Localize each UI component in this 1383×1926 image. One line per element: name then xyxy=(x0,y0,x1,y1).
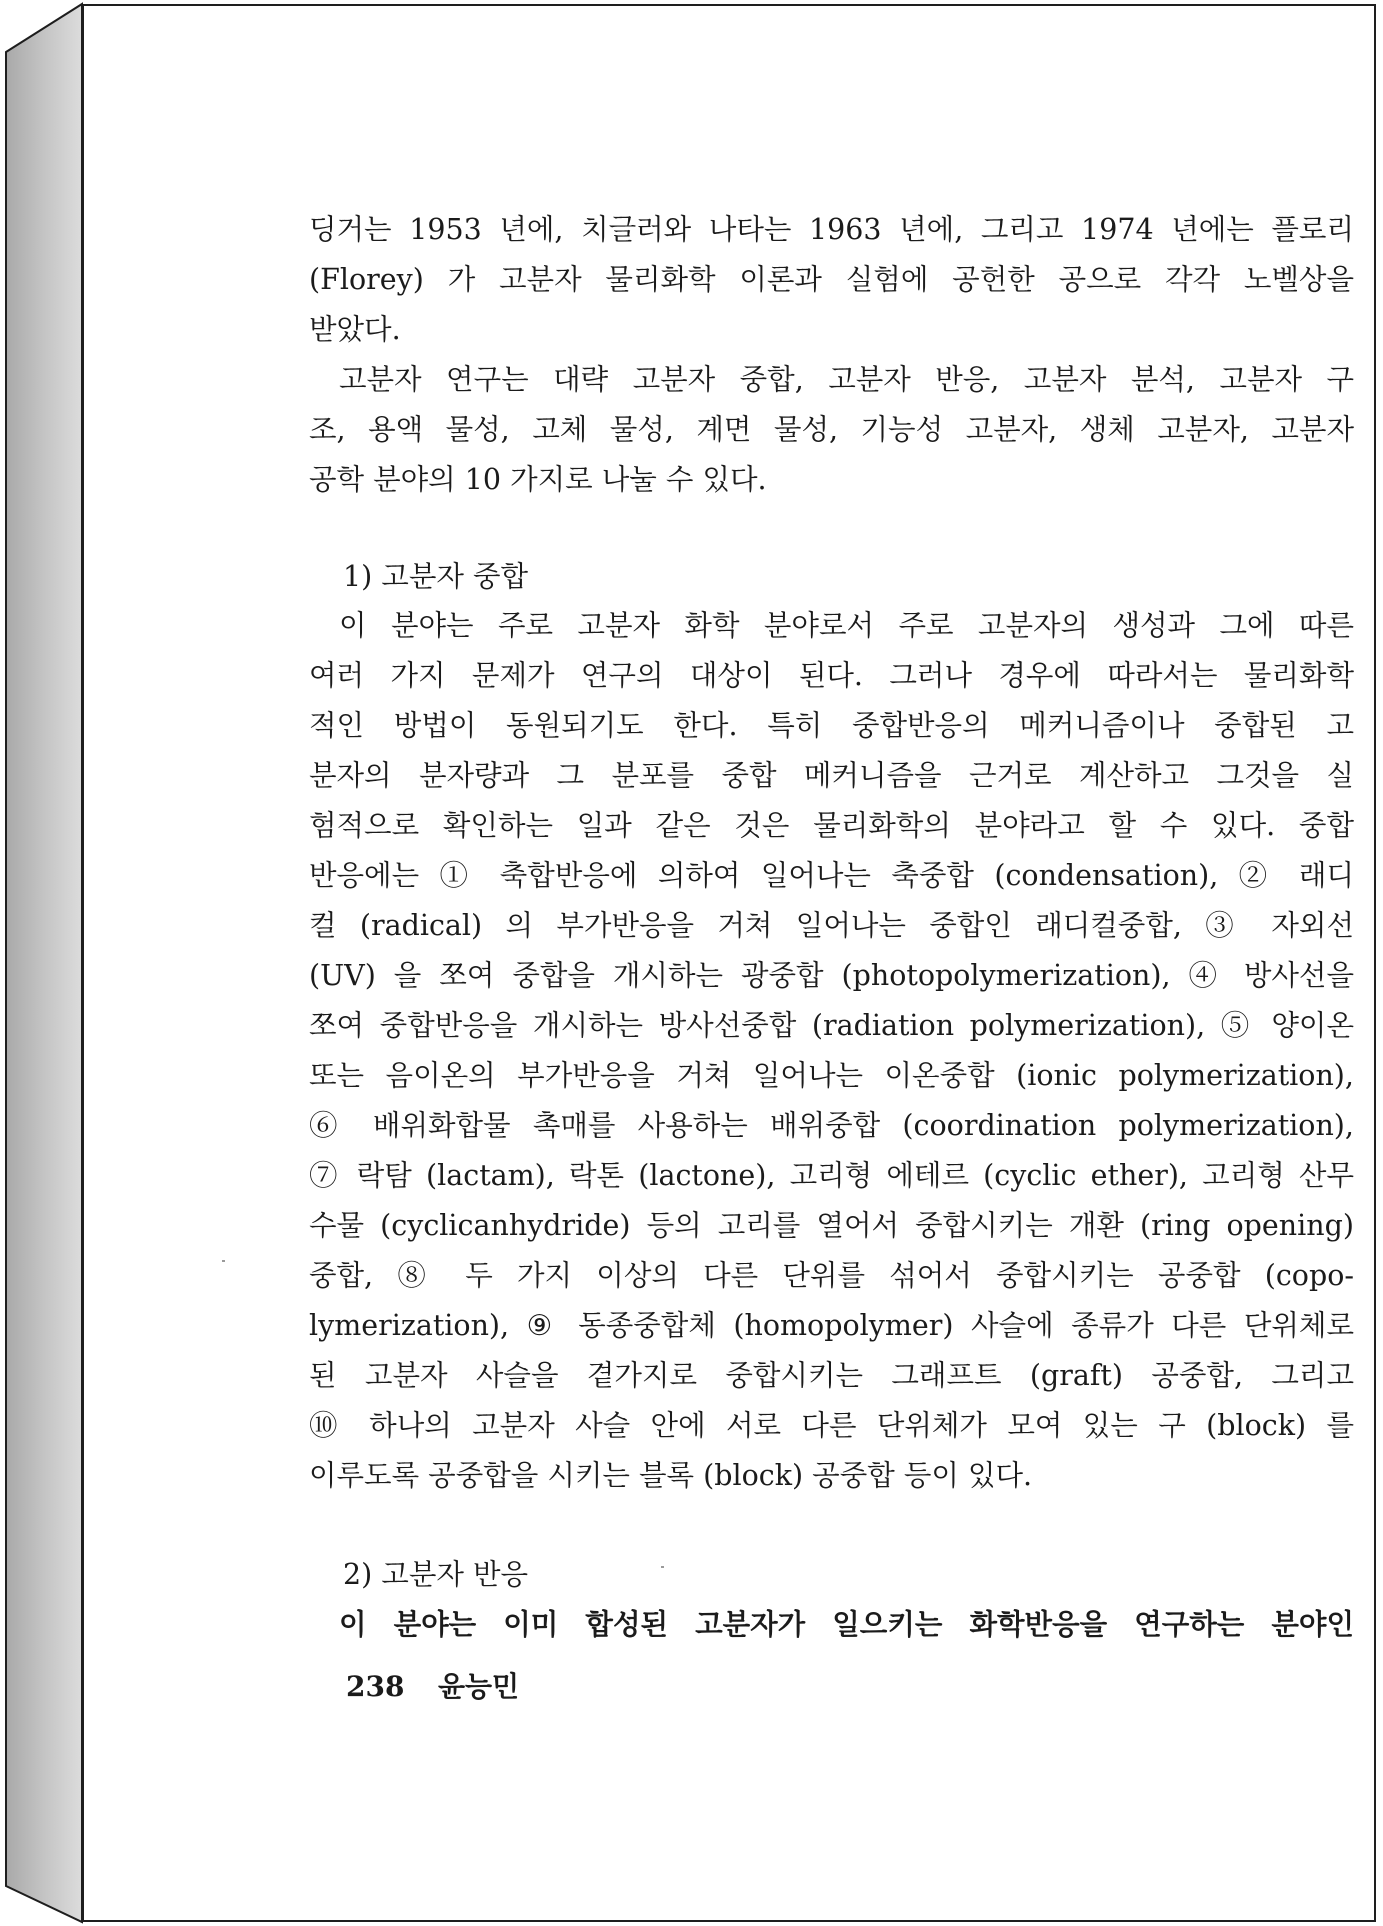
paragraph-line: 공학 분야의 10 가지로 나눌 수 있다. xyxy=(309,463,767,496)
section1-line: (UV) 을 쪼여 중합을 개시하는 광중합 (photopolymerization), ④ 방사선을 xyxy=(309,959,1354,992)
section1-line: 험적으로 확인하는 일과 같은 것은 물리화학의 분야라고 할 수 있다. 중합 xyxy=(309,809,1354,842)
section1-line: 여러 가지 문제가 연구의 대상이 된다. 그러나 경우에 따라서는 물리화학 xyxy=(309,659,1354,692)
section1-line: 된 고분자 사슬을 곁가지로 중합시키는 그래프트 (graft) 공중합, 그리고 xyxy=(309,1359,1354,1392)
section-heading-polymerization: 1) 고분자 중합 xyxy=(343,560,529,593)
section1-line: 또는 음이온의 부가반응을 거쳐 일어나는 이온중합 (ionic polymerization), xyxy=(309,1059,1354,1092)
section-heading-reaction: 2) 고분자 반응 xyxy=(343,1558,529,1591)
section1-line: 이 분야는 주로 고분자 화학 분야로서 주로 고분자의 생성과 그에 따른 xyxy=(339,609,1354,642)
scan-speck xyxy=(222,1260,225,1262)
section1-line: ⑩ 하나의 고분자 사슬 안에 서로 다른 단위체가 모여 있는 구 (block) 를 xyxy=(309,1409,1354,1442)
section1-line: 중합, ⑧ 두 가지 이상의 다른 단위를 섞어서 중합시키는 공중합 (copo- xyxy=(309,1259,1354,1292)
footer xyxy=(346,1665,519,1705)
section1-line: 컬 (radical) 의 부가반응을 거쳐 일어나는 중합인 래디컬중합, ③ 자외선 xyxy=(309,909,1354,942)
author-name: 윤능민 xyxy=(437,1670,520,1703)
section1-line: ⑥ 배위화합물 촉매를 사용하는 배위중합 (coordination polymerization), xyxy=(309,1109,1354,1142)
paragraph-line: 딩거는 1953 년에, 치글러와 나타는 1963 년에, 그리고 1974 년에는 플로리 xyxy=(309,213,1354,246)
section2-line: 이 분야는 이미 합성된 고분자가 일으키는 화학반응을 연구하는 분야인 xyxy=(339,1607,1354,1641)
scan-speck xyxy=(661,1566,664,1568)
section1-line: 반응에는 ① 축합반응에 의하여 일어나는 축중합 (condensation), ② 래디 xyxy=(309,859,1354,892)
paragraph-line: 조, 용액 물성, 고체 물성, 계면 물성, 기능성 고분자, 생체 고분자, 고분자 xyxy=(309,413,1354,446)
paragraph-line: 받았다. xyxy=(309,313,401,346)
section1-line: ⑦ 락탐 (lactam), 락톤 (lactone), 고리형 에테르 (cyclic ether), 고리형 산무 xyxy=(309,1159,1354,1192)
page-number: 238 xyxy=(346,1670,405,1703)
paragraph-line: (Florey) 가 고분자 물리화학 이론과 실험에 공헌한 공으로 각각 노벨상을 xyxy=(309,263,1354,296)
section1-line: 분자의 분자량과 그 분포를 중합 메커니즘을 근거로 계산하고 그것을 실 xyxy=(309,759,1354,792)
section1-line: 쪼여 중합반응을 개시하는 방사선중합 (radiation polymerization), ⑤ 양이온 xyxy=(309,1009,1354,1042)
section1-line: 수물 (cyclicanhydride) 등의 고리를 열어서 중합시키는 개환 (ring opening) xyxy=(309,1209,1354,1242)
paragraph-line: 고분자 연구는 대략 고분자 중합, 고분자 반응, 고분자 분석, 고분자 구 xyxy=(339,363,1354,396)
section1-line: lymerization), ⑨ 동종중합체 (homopolymer) 사슬에 종류가 다른 단위체로 xyxy=(309,1309,1354,1342)
page-sheet xyxy=(82,4,1376,1922)
section1-line: 적인 방법이 동원되기도 한다. 특히 중합반응의 메커니즘이나 중합된 고 xyxy=(309,709,1354,742)
section1-line: 이루도록 공중합을 시키는 블록 (block) 공중합 등이 있다. xyxy=(309,1459,1033,1492)
